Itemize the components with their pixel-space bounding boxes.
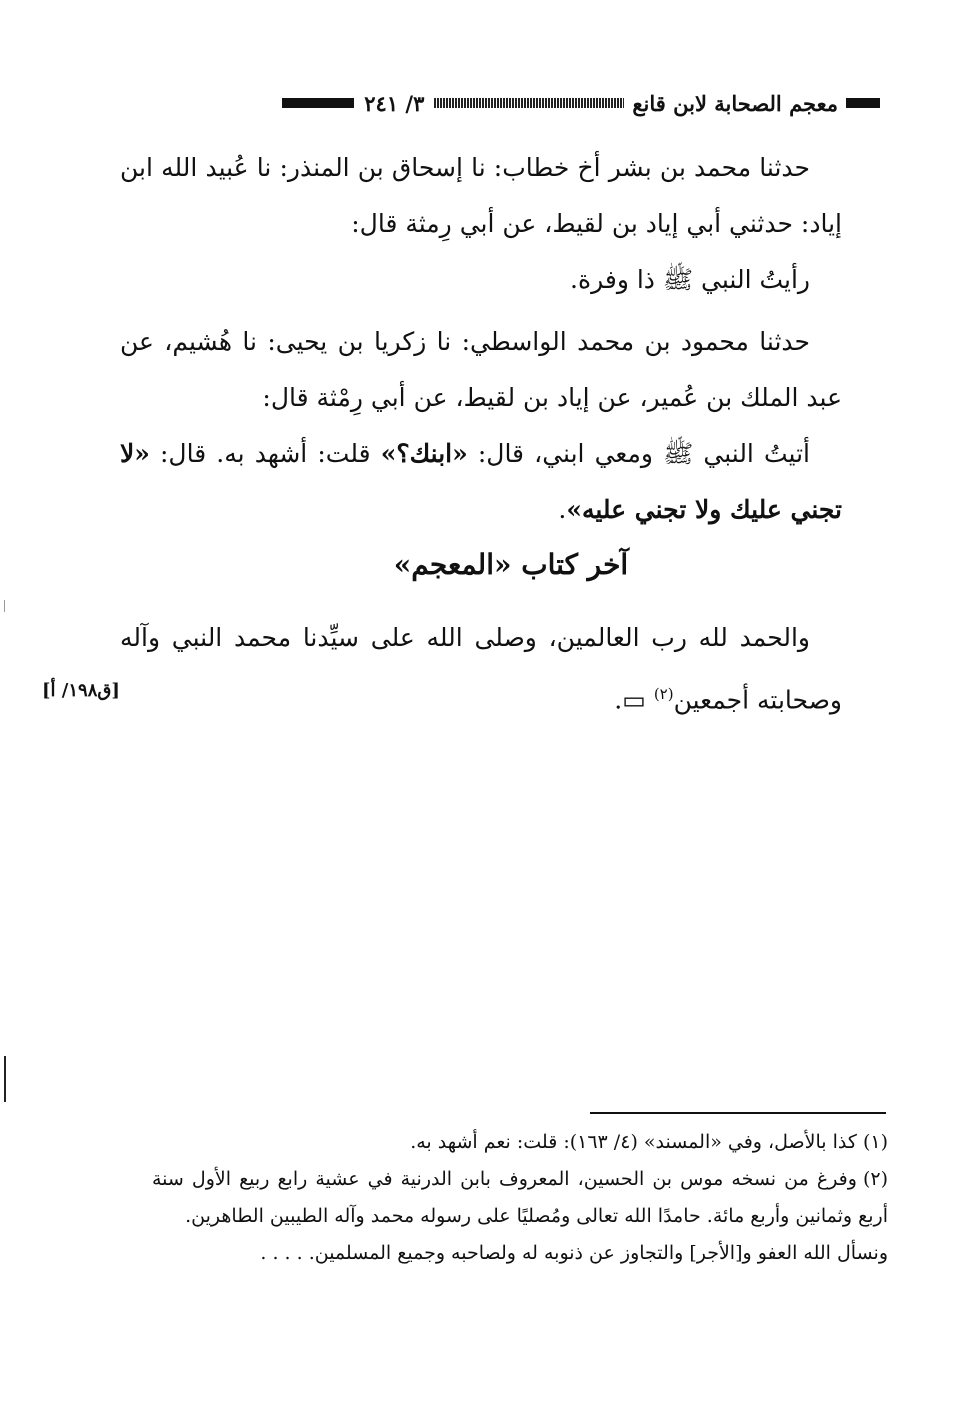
end-mark: ▭. xyxy=(614,685,654,715)
closing-paragraph xyxy=(120,610,842,728)
footnote-separator xyxy=(590,1112,886,1114)
isnad-text-2: حدثنا محمود بن محمد الواسطي: نا زكريا بن يحيى: نا هُشيم، عن عبد الملك بن عُمير، عن إياد بن لقيط، عن أبي رِمْثة قال: xyxy=(120,327,842,412)
hadith-text-2 xyxy=(120,426,842,538)
main-text xyxy=(120,140,842,538)
running-header xyxy=(150,88,880,118)
section-title: آخر كتاب «المعجم» xyxy=(393,548,629,581)
isnad-paragraph-1: حدثنا محمد بن بشر أخ خطاب: نا إسحاق بن المنذر: نا عُبيد الله ابن إياد: حدثني أبي إياد بن لقيط، عن أبي رِمثة قال: xyxy=(120,153,842,238)
footnote-1-number: (١) xyxy=(862,1131,888,1153)
page-number: ٣/ ٢٤١ xyxy=(364,90,425,116)
scan-artifact-small xyxy=(4,600,5,612)
hadith-text-1: رأيتُ النبي ﷺ ذا وفرة. xyxy=(570,265,810,294)
closing-doxology: والحمد لله رب العالمين، وصلى الله على سيِّدنا محمد النبي وآله وصحابته أجمعين xyxy=(120,623,842,715)
hadith-2-quote-2: «لا تجني عليك ولا تجني عليه» xyxy=(120,439,842,524)
isnad-paragraph-2 xyxy=(120,314,842,426)
header-rule-left xyxy=(282,98,354,108)
scan-artifact xyxy=(4,1056,6,1102)
manuscript-folio-marker: [ق١٩٨/ أ] xyxy=(42,680,120,701)
footnotes xyxy=(152,1124,888,1272)
hadith-2-start: أتيتُ النبي ﷺ ومعي ابني، قال: xyxy=(467,439,810,468)
hadith-2-quote-1: «ابنك؟» xyxy=(380,439,468,468)
header-rule-middle xyxy=(434,98,624,108)
footnote-ref-2: (٢) xyxy=(653,685,674,703)
header-rule-right xyxy=(846,98,880,108)
footnote-1-text: كذا بالأصل، وفي «المسند» (٤/ ١٦٣): قلت: نعم أشهد به. xyxy=(410,1131,857,1153)
footnote-3: ونسأل الله العفو و[الأجر] والتجاوز عن ذنوبه له ولصاحبه وجميع المسلمين. . . . . xyxy=(260,1242,888,1264)
footnote-1 xyxy=(152,1124,888,1161)
footnote-2-number: (٢) xyxy=(862,1168,888,1190)
book-title: معجم الصحابة لابن قانع xyxy=(632,90,838,116)
closing-text xyxy=(120,610,842,728)
hadith-2-end: . xyxy=(558,495,567,524)
footnote-2-text: وفرغ من نسخه موس بن الحسين، المعروف بابن الدرنية في عشية رابع ربيع الأول سنة أربع وثمانين وأربع مائة. حامدًا الله تعالى ومُصليًا على رسوله محمد وآله الطيبين الطاهرين. xyxy=(152,1168,888,1227)
footnote-2 xyxy=(152,1161,888,1235)
hadith-2-middle: قلت: أشهد به. قال: xyxy=(149,439,381,468)
